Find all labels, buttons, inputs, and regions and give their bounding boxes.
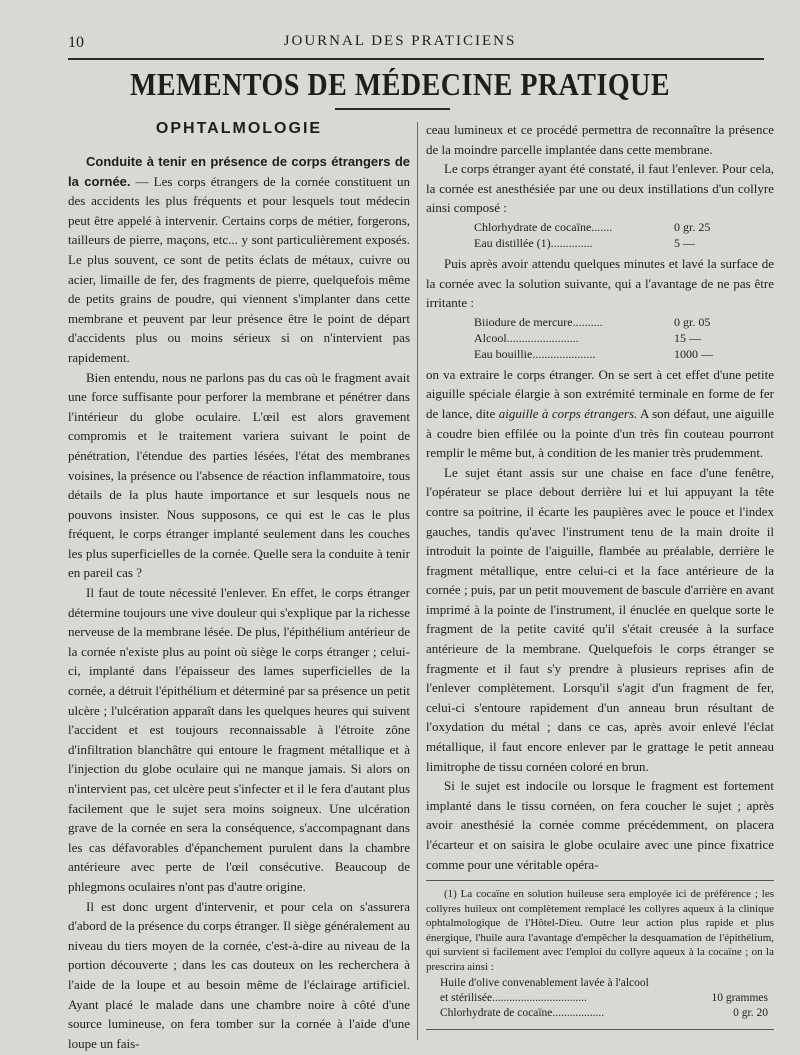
footnote: (1) La cocaïne en solution huileuse sera employée ici de préférence ; les collyres huileux ont complètement remplacé les collyres aqueux à la clinique ophtalmologique de l'Hôtel-Dieu. Outre leur action plus rapide et plus énergique, l'huile aura l'avantage d'empêcher la desquamation de l'épithélium, qui survient si facilement avec l'emploi du collyre aqueux à la cocaïne ; on la prescrira ainsi : xyxy=(426,888,774,973)
section-title: OPHTALMOLOGIE xyxy=(155,120,323,137)
italic-term: aiguille à corps étrangers. xyxy=(498,405,638,421)
paragraph: on va extraire le corps étranger. On se sert à cet effet d'une petite aiguille spéciale élargie à son extrémité terminale en forme de fer de lance, dite aiguille à corps étrangers. A son défaut, une aiguille à coudre bien effilée ou la pointe d'un très fin couteau pourront remplir le même but, à condition de les manier très prudemment. xyxy=(426,366,774,461)
page-number: 10 xyxy=(68,34,84,51)
footnote-rule xyxy=(426,880,774,881)
formula-row: et stérilisée................................. 10 grammes xyxy=(440,992,768,1005)
formula-row: Eau distillée (1).............. 5 — xyxy=(474,235,695,250)
running-head: JOURNAL DES PRATICIENS xyxy=(283,33,517,49)
formula-row: Huile d'olive convenablement lavée à l'alcool xyxy=(440,977,649,990)
paragraph: Il est donc urgent d'intervenir, et pour cela on s'assurera d'abord de la présence du corps étranger. Il siège généralement au niveau du tiers moyen de la cornée, c'est-à-dire au niveau de la portion découverte ; dans les cas douteux on les recherchera à l'aide de la loupe et au besoin même de l'éclairage artificiel. Ayant placé le malade dans une chambre noire à côté d'une source lumineuse, on fera tomber sur la cornée à l'aide d'une loupe un fais- xyxy=(68,898,410,1051)
formula-row: Biiodure de mercure.......... 0 gr. 05 xyxy=(474,314,711,329)
title-rule xyxy=(335,108,450,110)
paragraph: Si le sujet est indocile ou lorsque le fragment est fortement implanté dans le tissu cornéen, on fera coucher le sujet ; après avoir anesthésié la cornée comme précédemment, on placera l'écarteur et on saisira le globe oculaire avec une pince fixatrice comme pour une véritable opéra- xyxy=(426,778,774,872)
formula-row: Alcool........................ 15 — xyxy=(474,330,701,345)
footnote-formula xyxy=(440,976,774,1021)
lead-heading: Conduite à tenir en présence de corps étrangers de la cornée. xyxy=(68,154,410,189)
paragraph: Bien entendu, nous ne parlons pas du cas où le fragment avait une force suffisante pour perforer la membrane et pénétrer dans l'intérieur du globe oculaire. L'œil est alors gravement compromis et le traitement variera suivant le point de pénétration, l'étendue des parties lésées, l'état des membranes voisines, la présence ou l'absence de réaction inflammatoire, tous détails de la plus haute importance et sur lesquels nous ne pouvons insister. Nous supposons, ce qui est le cas le plus fréquent, le corps étranger implanté seulement dans les couches les plus superficielles de la cornée. Quelle sera la conduite à tenir en pareil cas ? xyxy=(68,369,410,581)
paragraph: Le corps étranger ayant été constaté, il faut l'enlever. Pour cela, la cornée est anesthésiée par une ou deux instillations d'un collyre ainsi composé : xyxy=(426,161,774,216)
paragraph: Puis après avoir attendu quelques minutes et lavé la surface de la cornée avec la solution suivante, qui a l'avantage de ne pas être irritante : xyxy=(426,255,774,311)
paragraph-lead: Conduite à tenir en présence de corps étrangers de la cornée. — Les corps étrangers de la cornée constituent un des accidents les plus fréquents et pour lesquels tout médecin peut être appelé à intervenir. Certains corps de métier, forgerons, tailleurs de pierre, maçons, etc... y sont particulièrement exposés. Le plus souvent, ce sont de petits éclats de métaux, cuivre ou acier, limaille de fer, des fragments de pierre, quelquefois même de petits grains de poudre, qui viennent s'implanter dans cette membrane et peuvent par leur présence être le point de départ d'accidents plus ou moins sérieux si on n'intervient pas rapidement. xyxy=(68,154,411,365)
formula-row: Eau bouillie..................... 1000 — xyxy=(474,346,713,361)
footnote-bottom-rule xyxy=(426,1029,774,1030)
right-column xyxy=(426,120,774,1030)
header-rule xyxy=(68,58,764,60)
formula-lavage xyxy=(474,314,774,362)
lead-text: Les corps étrangers de la cornée constituent un des accidents les plus fréquents et pour lesquels tout médecin peut être appelé à intervenir. Certains corps de métier, forgerons, tailleurs de pierre, maçons, etc... y sont particulièrement exposés. Le plus souvent, ce sont de petits éclats de métaux, cuivre ou acier, limaille de fer, des fragments de pierre, quelquefois même de petits grains de poudre, qui viennent s'implanter dans cette membrane et peuvent par leur présence être le point de départ d'accidents plus ou moins sérieux si on n'intervient pas rapidement. xyxy=(68,173,411,365)
formula-collyre xyxy=(474,219,774,251)
paragraph: Le sujet étant assis sur une chaise en face d'une fenêtre, l'opérateur se place debout derrière lui et lui appuyant la tête contre sa poitrine, il écarte les paupières avec le pouce et l'index gauches, tandis qu'avec l'instrument tenu de la main droite il introduit la pointe de l'aiguille, flambée au préalable, derrière le fragment métallique, entre celui-ci et la face antérieure de la cornée ; puis, par un petit mouvement de bascule d'arrière en avant imprimé à la pointe de l'instrument, il énuclée en quelque sorte le fragment de la petite cavité qu'il s'était creusée à la surface antérieure de la membrane. Quelquefois le corps étranger se fragmente et il faut s'y prendre à plusieurs reprises afin de l'enlever complètement. Lorsqu'il s'agit d'un fragment de fer, celui-ci s'entoure rapidement d'un anneau brun résultant de l'oxydation du métal ; dans ce cas, après avoir enlevé l'éclat métallique, il faut encore enlever par le grattage le petit anneau limitrophe de tissu cornéen coloré en brun. xyxy=(426,464,774,774)
formula-row: Chlorhydrate de cocaïne....... 0 gr. 25 xyxy=(474,219,711,234)
formula-row: Chlorhydrate de cocaïne.................. 0 gr. 20 xyxy=(440,1007,768,1020)
left-column xyxy=(68,118,410,1053)
paragraph: Il faut de toute nécessité l'enlever. En effet, le corps étranger détermine toujours une vive douleur qui s'explique par la richesse nerveuse de la membrane lésée. De plus, l'épithélium antérieur de la cornée n'existe plus au point où siège le corps étranger ; celui-ci, implanté dans l'épaisseur des lames superficielles de la cornée, a détruit l'épithélium et déterminé par sa présence un petit ulcère ; l'ulcération apparaît dans les quelques heures qui suivent l'accident et est toujours reconnaissable à l'étroite zône d'infiltration blanchâtre qui entoure le fragment métallique et à l'injection du globe oculaire qui ne manque jamais. Si alors on n'intervient pas, cet ulcère peut s'infecter et il le fera d'autant plus facilement que le sujet sera moins soigneux. Une ulcération grave de la cornée en sera la conséquence, s'accompagnant dans les cas défavorables d'épanchement purulent dans la chambre antérieure avec perte de l'œil consécutive. Beaucoup de phlegmons oculaires n'ont pas d'autre origine. xyxy=(68,585,411,894)
column-divider xyxy=(417,122,418,1040)
page-title: MEMENTOS DE MÉDECINE PRATIQUE xyxy=(129,68,671,103)
paragraph: ceau lumineux et ce procédé permettra de reconnaître la présence de la moindre parcelle implantée dans cette membrane. xyxy=(426,122,774,157)
